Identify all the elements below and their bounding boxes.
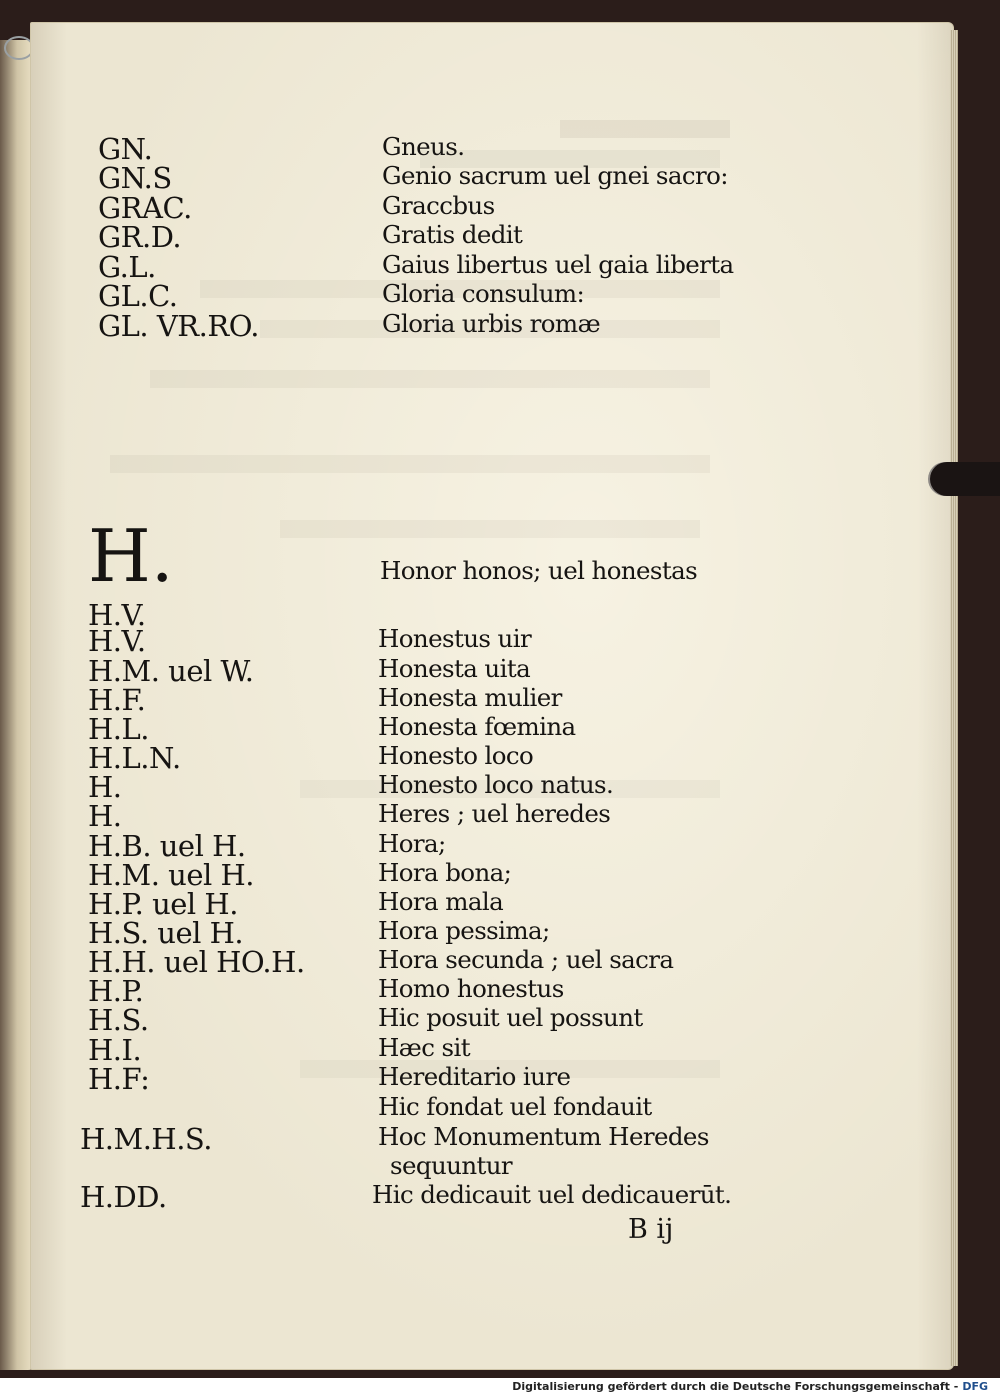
abbreviation: H.P.: [88, 974, 144, 1008]
expansion: Honesto loco natus.: [378, 770, 614, 799]
expansion: Honestus uir: [378, 624, 532, 653]
footer-text: Digitalisierung gefördert durch die Deutsche Forschungsgemeinschaft -: [512, 1380, 959, 1393]
abbreviation: H.H. uel HO.H.: [88, 945, 305, 979]
abbreviation: GL.C.: [98, 279, 178, 313]
expansion: Graccbus: [382, 191, 495, 220]
footer-credit: [512, 1378, 988, 1395]
abbreviation: H.: [88, 770, 122, 804]
expansion: Honesta mulier: [378, 683, 562, 712]
expansion: Hora;: [378, 829, 446, 858]
signature-mark: B ij: [628, 1214, 674, 1245]
abbreviation: H.F.: [88, 683, 146, 717]
expansion: Genio sacrum uel gnei sacro:: [382, 161, 728, 190]
abbreviation: H.B. uel H.: [88, 829, 246, 863]
expansion: Hæc sit: [378, 1033, 470, 1062]
abbreviation: H.: [88, 799, 122, 833]
abbreviation: H.I.: [88, 1033, 142, 1067]
expansion: Honor honos; uel honestas: [380, 556, 698, 585]
abbreviation: H.M. uel W.: [88, 654, 254, 688]
dfg-logo-icon: DFG: [962, 1380, 988, 1393]
abbreviation: GN.S: [98, 161, 172, 195]
expansion: Homo honestus: [378, 974, 564, 1003]
abbreviation: GR.D.: [98, 220, 182, 254]
abbreviation: H.F:: [88, 1062, 150, 1096]
expansion: Honesta fœmina: [378, 712, 576, 741]
expansion: Hoc Monumentum Heredes: [378, 1122, 709, 1151]
bookmark-tab: [930, 462, 1000, 496]
expansion: Hic fondat uel fondauit: [378, 1092, 652, 1121]
abbreviation: H.V.: [88, 624, 146, 658]
expansion: Hereditario iure: [378, 1062, 571, 1091]
expansion: Hora pessima;: [378, 916, 550, 945]
abbreviation: H.P. uel H.: [88, 887, 238, 921]
expansion: Gneus.: [382, 132, 465, 161]
page-stack-edge: [950, 30, 958, 1366]
expansion: Honesto loco: [378, 741, 534, 770]
expansion: Heres ; uel heredes: [378, 799, 611, 828]
expansion: Honesta uita: [378, 654, 531, 683]
expansion: Hic posuit uel possunt: [378, 1003, 643, 1032]
expansion: Hora mala: [378, 887, 504, 916]
abbreviation: H.L.N.: [88, 741, 181, 775]
abbreviation: H.V.: [88, 598, 146, 632]
abbreviation: G.L.: [98, 250, 156, 284]
expansion: Hora secunda ; uel sacra: [378, 945, 674, 974]
expansion: Gloria urbis romæ: [382, 309, 600, 338]
abbreviation: H.DD.: [80, 1180, 167, 1214]
expansion: Gaius libertus uel gaia liberta: [382, 250, 734, 279]
expansion: sequuntur: [390, 1151, 513, 1180]
abbreviation: H.M.H.S.: [80, 1122, 212, 1156]
expansion: Gratis dedit: [382, 220, 523, 249]
abbreviation: GL. VR.RO.: [98, 309, 259, 343]
expansion: Hic dedicauit uel dedicauerūt.: [372, 1180, 732, 1209]
section-letter: H.: [88, 514, 174, 598]
abbreviation: H.S. uel H.: [88, 916, 244, 950]
abbreviation: H.S.: [88, 1003, 149, 1037]
abbreviation: GRAC.: [98, 191, 192, 225]
expansion: Gloria consulum:: [382, 279, 585, 308]
abbreviation: GN.: [98, 132, 153, 166]
expansion: Hora bona;: [378, 858, 512, 887]
abbreviation: H.M. uel H.: [88, 858, 254, 892]
abbreviation: H.L.: [88, 712, 149, 746]
